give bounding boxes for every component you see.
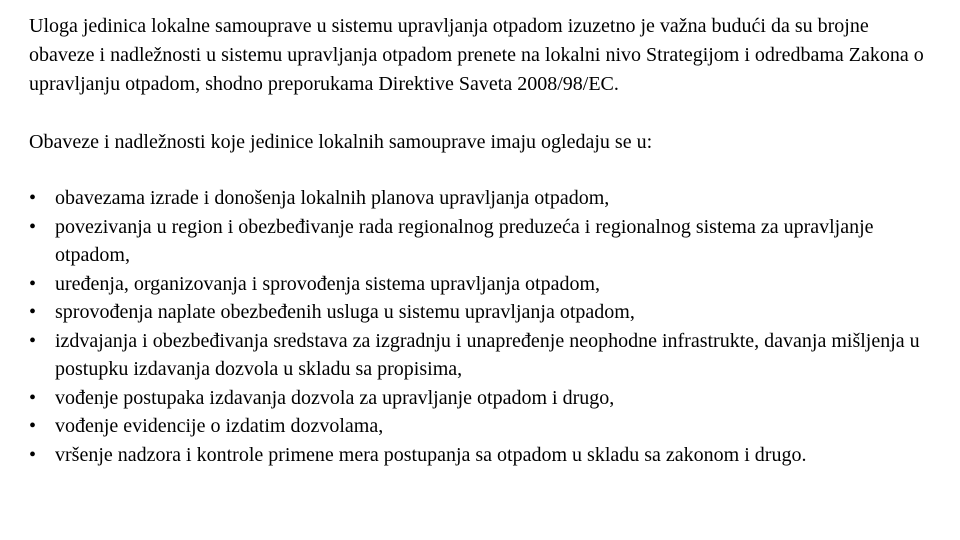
list-item	[29, 298, 934, 327]
list-item-text: izdvajanja i obezbeđivanja sredstava za izgradnju i unapređenje neophodne infrastrukte, davanja mišljenja u postupku izdavanja dozvola u skladu sa propisima,	[55, 329, 920, 380]
list-item	[29, 213, 934, 270]
obligations-list	[29, 184, 934, 469]
list-item-text: povezivanja u region i obezbeđivanje rada regionalnog preduzeća i regionalnog sistema za upravljanje otpadom,	[55, 215, 874, 266]
bullet-marker: •	[29, 187, 37, 209]
list-item	[29, 441, 934, 470]
list-item-text: vršenje nadzora i kontrole primene mera postupanja sa otpadom u skladu sa zakonom i drugo.	[55, 443, 807, 466]
bullet-marker: •	[29, 215, 37, 238]
list-item	[29, 327, 934, 384]
list-item-text: obavezama izrade i donošenja lokalnih planova upravljanja otpadom,	[55, 187, 610, 209]
list-item	[29, 184, 934, 213]
lead-sentence: Obaveze i nadležnosti koje jedinice lokalnih samouprave imaju ogledaju se u:	[29, 131, 653, 153]
bullet-marker: •	[29, 443, 37, 466]
list-item	[29, 270, 934, 299]
list-item-text: sprovođenja naplate obezbeđenih usluga u sistemu upravljanja otpadom,	[55, 301, 635, 323]
intro-paragraph: Uloga jedinica lokalne samouprave u sistemu upravljanja otpadom izuzetno je važna budući da su brojne obaveze i nadležnosti u sistemu upravljanja otpadom prenete na lokalni nivo Strategijom i odredbama Zakona o upravljanju otpadom, shodno preporukama Direktive Saveta 2008/98/EC.	[29, 15, 924, 95]
list-item-text: vođenje postupaka izdavanja dozvola za upravljanje otpadom i drugo,	[55, 386, 615, 409]
document-body	[29, 12, 934, 469]
bullet-marker: •	[29, 272, 37, 295]
list-item-text: uređenja, organizovanja i sprovođenja sistema upravljanja otpadom,	[55, 272, 601, 295]
bullet-marker: •	[29, 329, 37, 352]
bullet-marker: •	[29, 301, 37, 323]
list-item	[29, 412, 934, 441]
bullet-marker: •	[29, 415, 37, 437]
bullet-marker: •	[29, 386, 37, 409]
list-item	[29, 384, 934, 413]
list-item-text: vođenje evidencije o izdatim dozvolama,	[55, 415, 384, 437]
